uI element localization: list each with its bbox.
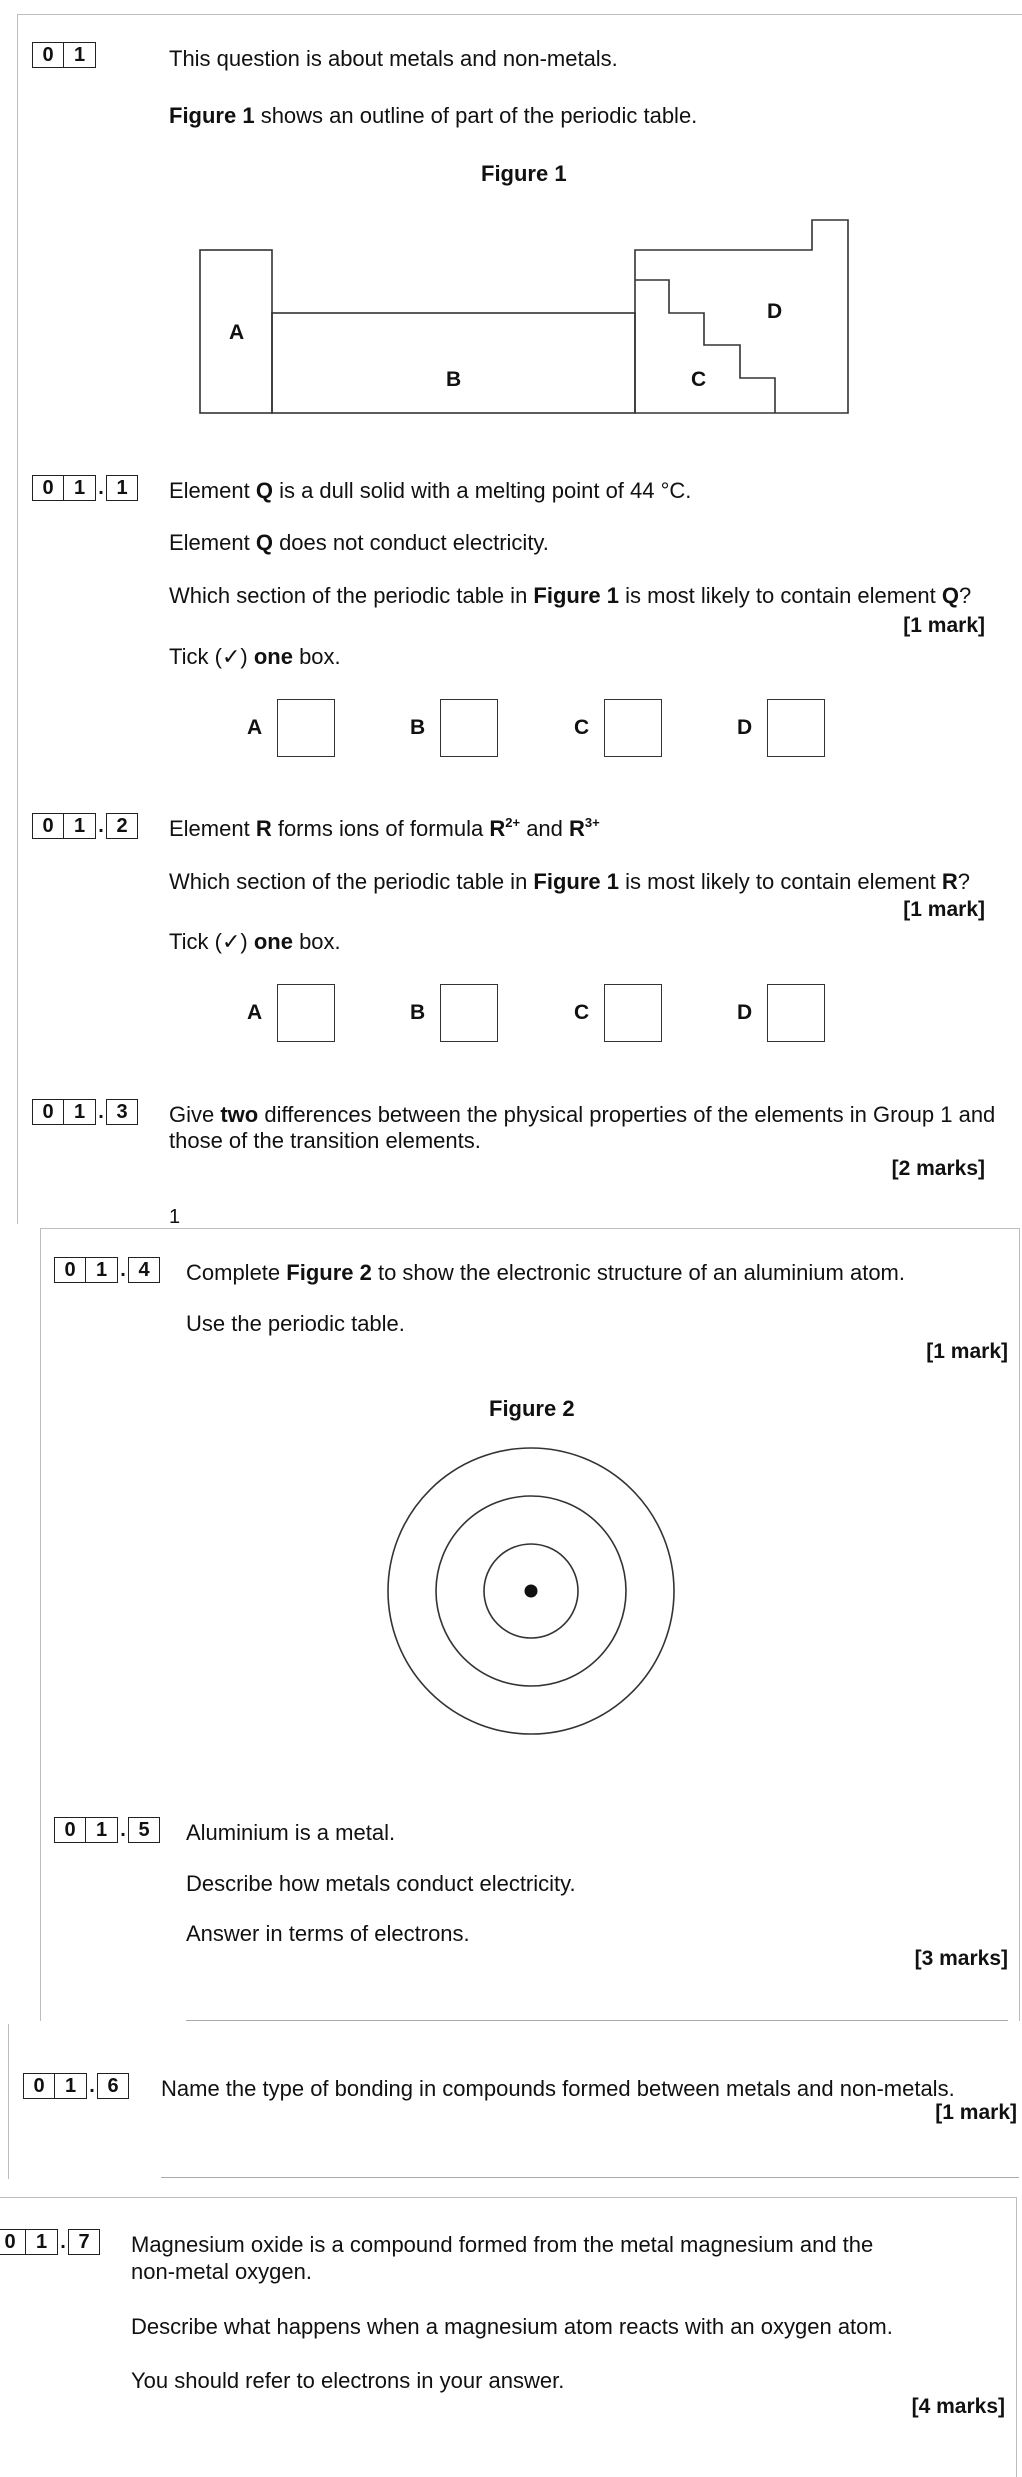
- tick-option-b: [410, 984, 498, 1042]
- tick-box-d[interactable]: [767, 699, 825, 757]
- section-label-c: C: [691, 368, 707, 391]
- q017-line4: You should refer to electrons in your answer.: [131, 2368, 565, 2393]
- tick-box-b[interactable]: [440, 699, 498, 757]
- qnum-digit: 1: [64, 42, 96, 68]
- tick-box-a[interactable]: [277, 699, 335, 757]
- qnum-digit: 1: [64, 475, 96, 501]
- q012-tick-instruction: Tick (✓) one box.: [169, 929, 341, 954]
- qnum-digit: 6: [97, 2073, 129, 2099]
- qnum-digit: 0: [32, 42, 64, 68]
- question-number-01-6: [23, 2073, 129, 2099]
- qnum-dot: .: [120, 1258, 126, 1281]
- qnum-digit: 0: [23, 2073, 55, 2099]
- qnum-digit: 1: [86, 1257, 118, 1283]
- q01-intro: This question is about metals and non-metals.: [169, 46, 618, 71]
- q014-line1: Complete Figure 2 to show the electronic structure of an aluminium atom.: [186, 1260, 905, 1285]
- q011-line2: Element Q does not conduct electricity.: [169, 530, 549, 555]
- tick-box-c[interactable]: [604, 984, 662, 1042]
- qnum-digit: 1: [64, 813, 96, 839]
- nucleus-dot: [525, 1585, 538, 1598]
- question-number-01-2: [32, 813, 138, 839]
- figure-1-periodic-table-outline: [195, 215, 855, 415]
- qnum-digit: 0: [54, 1817, 86, 1843]
- q012-line1: Element R forms ions of formula $R^{2+}$ and $R^{3+}$: [169, 815, 600, 841]
- qnum-digit: 1: [86, 1817, 118, 1843]
- question-number-01-3: [32, 1099, 138, 1125]
- section-b-outline: [272, 313, 635, 413]
- q013-answer-line-number: 1: [169, 1206, 181, 1228]
- q011-tick-options: [247, 699, 847, 759]
- tick-label: C: [574, 716, 590, 739]
- qnum-digit: 0: [32, 813, 64, 839]
- tick-option-a: [247, 699, 335, 757]
- tick-option-c: [574, 984, 662, 1042]
- question-number-01-5: [54, 1817, 160, 1843]
- q011-tick-instruction: Tick (✓) one box.: [169, 644, 341, 669]
- question-number-01: [32, 42, 96, 68]
- figure-ref: Figure 1: [169, 103, 255, 128]
- figure-2-title: Figure 2: [489, 1396, 575, 1421]
- q017-marks: [4 marks]: [911, 2395, 1005, 2418]
- answer-line: [161, 2177, 1019, 2178]
- qnum-digit: 1: [106, 475, 138, 501]
- q017-line3: Describe what happens when a magnesium atom reacts with an oxygen atom.: [131, 2314, 893, 2339]
- tick-box-b[interactable]: [440, 984, 498, 1042]
- q013-line1: Give two differences between the physical properties of the elements in Group 1 and: [169, 1102, 996, 1127]
- section-cd-outline: [635, 220, 848, 413]
- figure-text-rest: shows an outline of part of the periodic table.: [254, 103, 698, 128]
- q013-line2: those of the transition elements.: [169, 1128, 481, 1153]
- q011-line3: Which section of the periodic table in Figure 1 is most likely to contain element Q?: [169, 583, 972, 608]
- qnum-digit: 2: [106, 813, 138, 839]
- q013-marks: [2 marks]: [891, 1157, 985, 1180]
- qnum-dot: .: [98, 814, 104, 837]
- tick-label: C: [574, 1001, 590, 1024]
- q012-line2: Which section of the periodic table in Figure 1 is most likely to contain element R?: [169, 869, 970, 894]
- q017-line1: Magnesium oxide is a compound formed from the metal magnesium and the: [131, 2232, 874, 2257]
- tick-option-b: [410, 699, 498, 757]
- q012-tick-options: [247, 984, 847, 1044]
- tick-option-d: [737, 699, 825, 757]
- tick-option-a: [247, 984, 335, 1042]
- tick-option-c: [574, 699, 662, 757]
- section-label-a: A: [229, 321, 245, 344]
- q016-line1: Name the type of bonding in compounds formed between metals and non-metals.: [161, 2076, 955, 2101]
- question-number-01-4: [54, 1257, 160, 1283]
- q017-line2: non-metal oxygen.: [131, 2259, 312, 2284]
- qnum-digit: 0: [0, 2229, 26, 2255]
- qnum-digit: 1: [64, 1099, 96, 1125]
- q015-line2: Describe how metals conduct electricity.: [186, 1871, 576, 1896]
- qnum-dot: .: [120, 1818, 126, 1841]
- q011-line1: Element Q is a dull solid with a melting point of 44 °C.: [169, 478, 692, 503]
- q014-marks: [1 mark]: [926, 1340, 1008, 1363]
- q015-line1: Aluminium is a metal.: [186, 1820, 396, 1845]
- qnum-dot: .: [60, 2230, 66, 2253]
- q01-figure-text: [169, 102, 697, 129]
- qnum-digit: 1: [55, 2073, 87, 2099]
- figure-1-title: Figure 1: [481, 161, 567, 186]
- qnum-digit: 0: [32, 475, 64, 501]
- section-label-b: B: [446, 368, 462, 391]
- section-label-d: D: [767, 300, 783, 323]
- staircase-divider: [635, 280, 775, 413]
- q012-marks: [1 mark]: [903, 898, 985, 921]
- q015-marks: [3 marks]: [914, 1947, 1008, 1970]
- q011-marks: [1 mark]: [903, 614, 985, 637]
- tick-box-c[interactable]: [604, 699, 662, 757]
- qnum-digit: 7: [68, 2229, 100, 2255]
- question-number-01-7: [0, 2229, 100, 2255]
- answer-line: [186, 2020, 1008, 2021]
- qnum-digit: 1: [26, 2229, 58, 2255]
- tick-label: A: [247, 1001, 263, 1024]
- qnum-digit: 4: [128, 1257, 160, 1283]
- question-number-01-1: [32, 475, 138, 501]
- qnum-dot: .: [98, 1100, 104, 1123]
- figure-2-atom-shells: [385, 1445, 677, 1737]
- q015-line3: Answer in terms of electrons.: [186, 1921, 470, 1946]
- qnum-digit: 5: [128, 1817, 160, 1843]
- tick-label: B: [410, 716, 426, 739]
- tick-box-a[interactable]: [277, 984, 335, 1042]
- tick-label: D: [737, 1001, 753, 1024]
- qnum-digit: 0: [54, 1257, 86, 1283]
- q014-line2: Use the periodic table.: [186, 1311, 405, 1336]
- tick-option-d: [737, 984, 825, 1042]
- qnum-dot: .: [89, 2074, 95, 2097]
- tick-label: D: [737, 716, 753, 739]
- qnum-digit: 3: [106, 1099, 138, 1125]
- tick-box-d[interactable]: [767, 984, 825, 1042]
- qnum-digit: 0: [32, 1099, 64, 1125]
- tick-label: B: [410, 1001, 426, 1024]
- tick-label: A: [247, 716, 263, 739]
- q016-marks: [1 mark]: [935, 2101, 1017, 2124]
- qnum-dot: .: [98, 476, 104, 499]
